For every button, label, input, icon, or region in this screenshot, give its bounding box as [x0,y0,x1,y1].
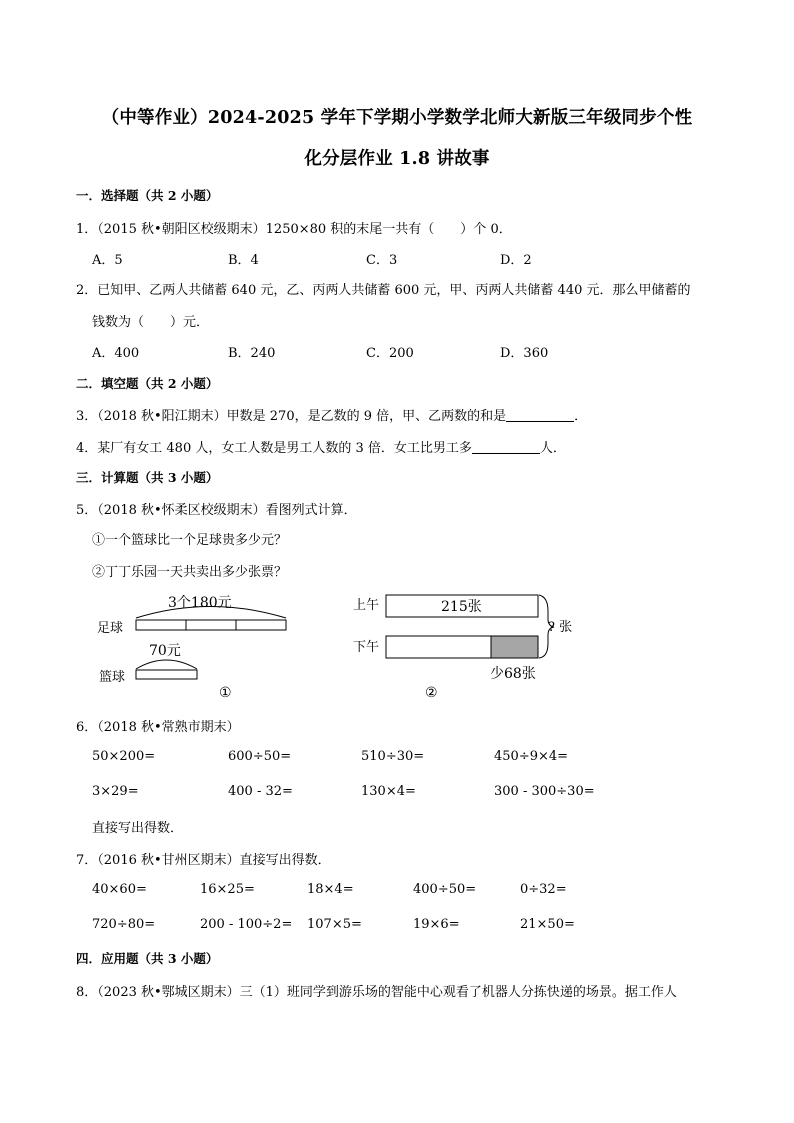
q1-option-b: B．4 [228,253,259,268]
q3-text-after: ． [574,409,588,424]
question-6-text: 6．（2018 秋•常熟市期末） [76,720,240,735]
question-8-text: 8．（2023 秋•鄂城区期末）三（1）班同学到游乐场的智能中心观看了机器人分拣快递的场景。据工作人 [76,985,677,1000]
section-heading-calc: 三．计算题（共 3 小题） [76,470,219,485]
q6-item: 400 - 32= [228,784,293,799]
fig2-morning-label: 上午 [353,598,380,613]
fig2-caption: ② [425,685,438,701]
q7-item: 19×6= [413,917,460,932]
q7-item: 16×25= [200,882,255,897]
q7-item: 200 - 100÷2= [200,917,293,932]
title-line-1: （中等作业）2024-2025 学年下学期小学数学北师大新版三年级同步个性 [101,108,693,128]
question-3-text [76,405,587,424]
question-1-text: 1．（2015 秋•朝阳区校级期末）1250×80 积的末尾一共有（ ）个 0． [76,222,512,237]
fig1-basketball-label: 篮球 [99,670,126,685]
fig2-less-label: 少68张 [490,666,536,682]
q7-item: 18×4= [307,882,354,897]
q4-text-after: 人． [539,441,566,456]
title-line-2: 化分层作业 1.8 讲故事 [304,149,490,169]
q6-item: 510÷30= [361,749,425,764]
q6-item: 300 - 300÷30= [494,784,595,799]
q7-item: 400÷50= [413,882,477,897]
q7-item: 107×5= [307,917,362,932]
fig2-afternoon-label: 下午 [353,640,380,655]
q6-item: 50×200= [92,749,156,764]
fig1-football-label: 足球 [97,621,124,636]
fig1-basketball-bar [136,670,197,679]
q6-note: 直接写出得数． [92,821,184,836]
q5-sub-question-1: ①一个篮球比一个足球贵多少元？ [92,533,288,548]
fig1-football-bar [136,620,286,630]
q2-option-c: C．200 [366,346,414,361]
question-5-text: 5．（2018 秋•怀柔区校级期末）看图列式计算． [76,503,357,518]
q7-item: 21×50= [520,917,575,932]
q5-sub-question-2: ②丁丁乐园一天共卖出多少张票？ [92,565,288,580]
figure-ball-prices [90,585,310,705]
q2-option-b: B．240 [228,346,276,361]
q1-option-c: C．3 [366,253,398,268]
fig2-less-shaded-part [491,636,538,658]
section-heading-fill: 二．填空题（共 2 小题） [76,376,219,391]
q3-answer-blank[interactable] [506,408,574,422]
fig1-caption: ① [219,685,232,701]
q6-item: 3×29= [92,784,139,799]
question-2-text: 2．已知甲、乙两人共储蓄 640 元，乙、丙两人共储蓄 600 元，甲、丙两人共储蓄 440 元．那么甲储蓄的 [76,283,691,298]
q3-text-before: 3．（2018 秋•阳江期末）甲数是 270，是乙数的 9 倍，甲、乙两数的和是 [76,409,507,424]
q2-option-a: A．400 [92,346,140,361]
q4-answer-blank[interactable] [472,440,540,454]
section-heading-choice: 一．选择题（共 2 小题） [76,188,219,203]
q6-item: 450÷9×4= [494,749,569,764]
fig1-small-label: 70元 [149,643,181,659]
question-4-text [76,437,566,456]
q6-item: 130×4= [361,784,416,799]
fig2-total-label: ? 张 [548,620,573,635]
q4-text-before: 4．某厂有女工 480 人，女工人数是男工人数的 3 倍．女工比男工多 [76,441,472,456]
fig2-morning-value: 215张 [441,599,482,615]
fig1-top-label: 3个180元 [168,595,232,611]
question-7-text: 7．（2016 秋•甘州区期末）直接写出得数． [76,853,331,868]
q1-option-a: A．5 [92,253,123,268]
section-heading-applied: 四．应用题（共 3 小题） [76,951,219,966]
question-2-text-cont: 钱数为（ ）元． [92,315,210,330]
figure-ticket-sales [345,585,595,705]
q6-item: 600÷50= [228,749,292,764]
q7-item: 40×60= [92,882,147,897]
q1-option-d: D．2 [500,253,532,268]
q2-option-d: D．360 [500,346,549,361]
fig1-small-brace [136,660,197,669]
q7-item: 720÷80= [92,917,156,932]
q7-item: 0÷32= [520,882,567,897]
